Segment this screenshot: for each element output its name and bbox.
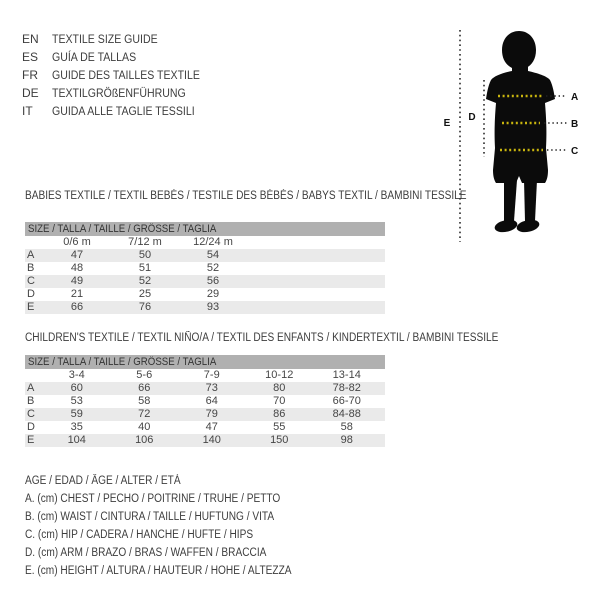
measure-label-d: D <box>468 112 476 123</box>
cell: 98 <box>340 434 353 446</box>
cell: 54 <box>206 249 220 261</box>
cell: 64 <box>205 395 218 407</box>
row-label: C <box>27 408 35 420</box>
children-column-header-row <box>25 369 385 382</box>
cell: 84-88 <box>332 408 361 420</box>
table-row <box>25 408 385 421</box>
column-header: 10-12 <box>265 369 294 381</box>
cell: 25 <box>138 288 152 300</box>
column-header: 12/24 m <box>193 236 233 248</box>
measure-label-e: E <box>443 118 451 129</box>
cell: 35 <box>70 421 83 433</box>
language-row-fr <box>22 66 220 84</box>
legend-item-text: A. (cm) CHEST / PECHO / POITRINE / TRUHE / PETTO <box>25 493 281 505</box>
legend-item-text: D. (cm) ARM / BRAZO / BRAS / WAFFEN / BRACCIA <box>25 547 267 559</box>
language-row-it <box>22 102 220 120</box>
cell: 80 <box>273 382 286 394</box>
column-header: 13-14 <box>332 369 361 381</box>
child-silhouette-figure <box>440 20 600 245</box>
language-label: TEXTILGRÖßENFÜHRUNG <box>52 86 186 100</box>
cell: 140 <box>202 434 221 446</box>
language-code: EN <box>22 32 39 46</box>
cell: 52 <box>206 262 220 274</box>
row-label: E <box>27 301 35 313</box>
cell: 76 <box>138 301 152 313</box>
table-row <box>25 301 385 314</box>
cell: 78-82 <box>332 382 361 394</box>
babies-table-header-bar <box>25 222 385 236</box>
children-table-header-bar <box>25 355 385 369</box>
legend-item-text: E. (cm) HEIGHT / ALTURA / HAUTEUR / HÖHE / ALTEZZA <box>25 565 292 577</box>
legend-item-text: C. (cm) HIP / CADERA / HANCHE / HÜFTE / HIPS <box>25 529 254 541</box>
legend-item-chest <box>25 490 328 508</box>
table-row <box>25 249 385 262</box>
cell: 66 <box>70 301 84 313</box>
row-label: B <box>27 395 35 407</box>
legend-item-height <box>25 562 328 580</box>
column-header: 0/6 m <box>63 236 91 248</box>
column-header: 7/12 m <box>128 236 162 248</box>
babies-size-table <box>25 222 385 314</box>
cell: 66 <box>138 382 151 394</box>
cell: 52 <box>138 275 152 287</box>
children-size-table <box>25 355 385 447</box>
cell: 50 <box>138 249 152 261</box>
child-silhouette <box>486 31 555 234</box>
cell: 51 <box>138 262 152 274</box>
cell: 104 <box>67 434 86 446</box>
cell: 29 <box>206 288 220 300</box>
cell: 53 <box>70 395 83 407</box>
language-row-es <box>22 48 220 66</box>
babies-column-header-row <box>25 236 385 249</box>
table-row <box>25 382 385 395</box>
cell: 21 <box>70 288 84 300</box>
cell: 59 <box>70 408 83 420</box>
children-table-header-text: SIZE / TALLA / TAILLE / GRÖSSE / TAGLIA <box>28 356 217 368</box>
language-list <box>22 30 220 120</box>
cell: 150 <box>270 434 289 446</box>
language-code: ES <box>22 50 39 64</box>
row-label: E <box>27 434 35 446</box>
measurement-legend <box>25 472 328 580</box>
cell: 66-70 <box>332 395 361 407</box>
table-row <box>25 275 385 288</box>
column-header: 3-4 <box>68 369 85 381</box>
corner-cell <box>25 236 43 249</box>
table-row <box>25 395 385 408</box>
cell: 55 <box>273 421 286 433</box>
cell: 58 <box>340 421 353 433</box>
column-header: 5-6 <box>136 369 153 381</box>
table-row <box>25 434 385 447</box>
table-row <box>25 421 385 434</box>
row-label: A <box>27 249 35 261</box>
cell: 49 <box>70 275 84 287</box>
cell: 47 <box>70 249 84 261</box>
corner-cell <box>25 369 43 382</box>
row-label: A <box>27 382 35 394</box>
cell: 106 <box>135 434 154 446</box>
babies-table-title <box>25 190 527 202</box>
measure-label-c: C <box>571 146 579 157</box>
language-code: DE <box>22 86 39 100</box>
row-label: C <box>27 275 35 287</box>
measure-label-a: A <box>571 92 579 103</box>
language-code: FR <box>22 68 38 82</box>
legend-item-arm <box>25 544 328 562</box>
language-row-en <box>22 30 220 48</box>
language-label: TEXTILE SIZE GUIDE <box>52 32 158 46</box>
row-label: D <box>27 288 35 300</box>
language-label: GUIDE DES TAILLES TEXTILE <box>52 68 200 82</box>
legend-age-line <box>25 472 328 490</box>
babies-table-title-text: BABIES TEXTILE / TEXTIL BEBÉS / TESTILE DES BÉBÉS / BABYS TEXTIL / BAMBINI TESSILE <box>25 190 467 202</box>
measure-label-b: B <box>571 119 579 130</box>
cell: 86 <box>273 408 286 420</box>
table-row <box>25 288 385 301</box>
column-header: 7-9 <box>203 369 220 381</box>
legend-item-waist <box>25 508 328 526</box>
language-label: GUIDA ALLE TAGLIE TESSILI <box>52 104 195 118</box>
children-table-title-text: CHILDREN'S TEXTILE / TEXTIL NIÑO/A / TEXTIL DES ENFANTS / KINDERTEXTIL / BAMBINI TESSILE <box>25 332 499 344</box>
cell: 47 <box>205 421 218 433</box>
cell: 48 <box>70 262 84 274</box>
babies-table-header-text: SIZE / TALLA / TAILLE / GRÖSSE / TAGLIA <box>28 223 217 235</box>
legend-item-text: B. (cm) WAIST / CINTURA / TAILLE / HÜFTUNG / VITA <box>25 511 275 523</box>
cell: 72 <box>138 408 151 420</box>
cell: 60 <box>70 382 83 394</box>
cell: 40 <box>138 421 151 433</box>
language-code: IT <box>22 104 33 118</box>
table-row <box>25 262 385 275</box>
language-label: GUÍA DE TALLAS <box>52 50 137 64</box>
row-label: D <box>27 421 35 433</box>
cell: 58 <box>138 395 151 407</box>
children-table-title <box>25 332 563 344</box>
cell: 56 <box>206 275 220 287</box>
cell: 70 <box>273 395 286 407</box>
cell: 79 <box>205 408 218 420</box>
cell: 73 <box>205 382 218 394</box>
legend-item-hip <box>25 526 328 544</box>
row-label: B <box>27 262 35 274</box>
cell: 93 <box>206 301 220 313</box>
legend-age-text: AGE / EDAD / ÂGE / ALTER / ETÀ <box>25 475 181 487</box>
language-row-de <box>22 84 220 102</box>
